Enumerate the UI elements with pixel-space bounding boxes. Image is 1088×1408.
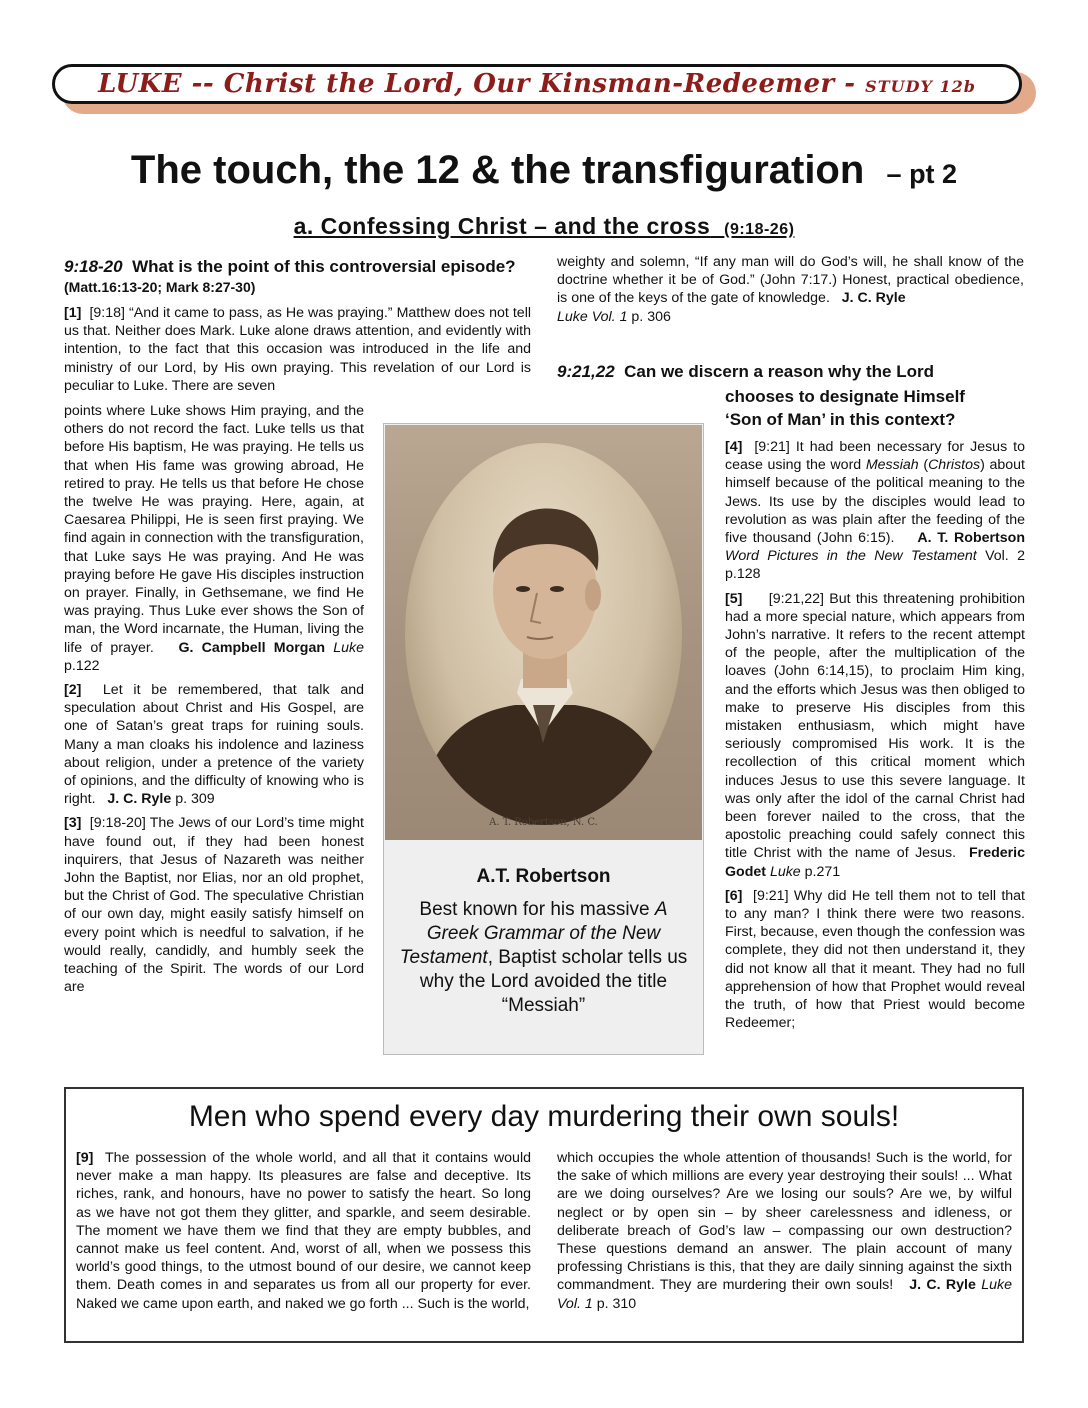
paragraph-3 (64, 814, 364, 996)
left-question-heading (64, 257, 531, 297)
paragraph-1-narrow (64, 402, 364, 675)
page-title (0, 148, 1088, 193)
paragraph-1-wide (64, 304, 531, 395)
paragraph-6-number: [6] (725, 887, 743, 904)
left-question-ref: 9:18-20 (64, 257, 123, 276)
right-question-heading-cont (725, 385, 1025, 431)
paragraph-6-text: [9:21] Why did He tell them not to tell that to any man? I think there were two reasons. First, because, even though the confession was complete, they did not then understand it, they did not know all that it meant. They had no full apprehension of how that Prophet would reveal the truth, of how that Priest would become Redeemer; (725, 887, 1025, 1032)
paragraph-9 (76, 1149, 531, 1313)
portrait-caption-description (395, 898, 692, 1018)
bottom-left-column (76, 1149, 531, 1313)
page-title-text: The touch, the 12 & the transfiguration (130, 148, 865, 192)
portrait-caption-text-a: Best known for his massive (419, 899, 650, 920)
portrait-inscription: A. T. Robertson, N. C. (489, 817, 598, 828)
left-column-narrow (64, 402, 364, 1003)
portrait-caption-text-b: , Baptist scholar tells us why the Lord avoided the title “Messiah” (419, 947, 688, 1016)
paragraph-4-word-messiah: Messiah (865, 457, 919, 474)
paragraph-3-continued (557, 253, 1024, 326)
paragraph-1-page: p.122 (64, 657, 100, 674)
paragraph-1-book: Luke (333, 639, 364, 656)
portrait-photo (385, 425, 702, 840)
paragraph-3-page: p. 306 (631, 308, 671, 325)
right-question-ref: 9:21,22 (557, 362, 615, 381)
paragraph-2-page: p. 309 (175, 791, 215, 808)
series-banner (52, 64, 1022, 104)
paragraph-4-word-christos: Christos (928, 457, 981, 474)
paragraph-9-text-left: The possession of the whole world, and all that it contains would never make a man happy. Its pleasures are false and deceptive. Its riches, rank, and honours, have no power to satisfy the heart. So long as we have not got them they glitter, and sparkle, and seem desirable. The moment we have them we find that they are empty bubbles, and cannot make us feel content. And, worst of all, when we possess this world’s good things, to the utmost bound of our desire, we cannot keep them. Death comes in and separates us from all our property for ever. Naked we came upon earth, and naked we go forth ... Such is the world, (76, 1150, 531, 1312)
paragraph-5-book: Luke (769, 863, 801, 880)
banner-study-label: STUDY 12b (865, 77, 976, 96)
paragraph-9-author: J. C. Ryle (909, 1277, 976, 1294)
banner-title (98, 69, 976, 99)
paragraph-5-number: [5] (725, 590, 743, 607)
right-column-top (557, 253, 1024, 332)
paragraph-9-book: Luke Vol. 1 (557, 1277, 1012, 1312)
bottom-right-column (557, 1149, 1012, 1313)
paragraph-5 (725, 590, 1025, 881)
right-question-line2: chooses to designate Himself (725, 387, 965, 406)
right-question-heading (557, 362, 1027, 382)
paragraph-4-page: Vol. 2 p.128 (725, 548, 1025, 583)
page-title-part: – pt 2 (886, 159, 958, 189)
paragraph-3-number: [3] (64, 815, 82, 832)
right-column-narrow (725, 438, 1025, 1039)
paragraph-1-text-wide: [9:18] “And it came to pass, as He was praying.” Matthew does not tell us that. Neither does Mark. Luke alone draws attention, and evidently with intention, to the fact that this occasion was introduced in the life and ministry of our Lord, by His own praying. This revelation of our Lord is peculiar to Luke. There are seven (64, 305, 531, 394)
banner-title-text: LUKE -- Christ the Lord, Our Kinsman-Redeemer - (98, 69, 866, 99)
paragraph-2-text: Let it be remembered, that talk and speculation about Christ and His Gospel, are one of Satan’s great traps for ruining souls. Many a man cloaks his indolence and laziness about religion, under a pretence of the variety of opinions, and the difficulty of knowing who is right. (64, 682, 365, 808)
paragraph-5-author: Frederic Godet (725, 845, 1025, 880)
paragraph-4-author: A. T. Robertson (917, 530, 1025, 547)
paragraph-5-text: [9:21,22] But this threatening prohibition had a more special nature, which appears from John’s narrative. It refers to the recent attempt of the people, after the multiplication of the loaves (John 6:14,15), to proclaim Him king, and the efforts which Jesus was then obliged to make to preserve His disciples from this mistaken enthusiasm, which might have seriously compromised His work. It is the recollection of this critical moment which induces Jesus to use this severe language. It was only after the idol of the carnal Christ had been forever nailed to the cross, that the apostolic preaching could safely connect this title Christ with the name of Jesus. (725, 590, 1025, 862)
paragraph-1-text-narrow: points where Luke shows Him praying, and the others do not record the fact. Luke tells us that before His baptism, He was praying. He tells us that when His fame was growing abroad, He retired to pray. He tells us that before He chose the twelve He was praying. Here, again, at Caesarea Philippi, He is seen first praying. We find again in connection with the transfiguration, that Luke says He was praying. And He was praying before He gave His disciples instruction on prayer. Finally, in Gethsemane, we find He was praying. Thus Luke ever shows the Son of man, the Word incarnate, the Human, living the life of prayer. (64, 403, 364, 656)
paragraph-4-text-a: [9:21] It had been necessary for Jesus to cease using the word (725, 439, 1025, 474)
left-column-top (64, 257, 531, 395)
paragraph-3-author: J. C. Ryle (841, 290, 906, 307)
portrait-figure (405, 443, 682, 825)
paragraph-2-number: [2] (64, 682, 82, 699)
paragraph-4-number: [4] (725, 439, 743, 455)
paragraph-6 (725, 887, 1025, 1033)
left-question-text: What is the point of this controversial episode? (132, 257, 516, 276)
paragraph-2 (64, 681, 364, 808)
portrait-caption-name: A.T. Robertson (476, 866, 611, 887)
paragraph-1-number: [1] (64, 305, 82, 321)
paragraph-4: [4] [9:21] It had been necessary for Jesus to cease using the word Messiah (Christos) about himself because of the political meaning to the Jews. Its use by the disciples would lead to revolution as was plain after the feeding of the five thousand (John 6:15). A. T. Robertson Word Pictures in the New Testament Vol. 2 p.128 (725, 439, 1025, 583)
left-question-crossref: (Matt.16:13-20; Mark 8:27-30) (64, 279, 256, 295)
right-question-line1: Can we discern a reason why the Lord (624, 362, 934, 381)
bottom-box-title: Men who spend every day murdering their own souls! (188, 1100, 900, 1133)
paragraph-1-author: G. Campbell Morgan (178, 639, 325, 656)
paragraph-3-cont-text: weighty and solemn, “If any man will do God’s will, he shall know of the doctrine whether it be of God.” (John 7:17.) Honest, practical obedience, is one of the keys of the gate of knowledge. (557, 254, 1024, 307)
paragraph-4-text-b: about himself because of the political meaning to the Jews. Its use by the disciples would lead to revolution as was plain after the feeding of the five thousand (John 6:15). (725, 457, 1025, 547)
right-question-line3: ‘Son of Man’ in this context? (725, 410, 956, 429)
section-title-text: a. Confessing Christ – and the cross (293, 213, 711, 239)
portrait-caption-book: A Greek Grammar of the New Testament (399, 899, 668, 968)
paragraph-9-continued (557, 1149, 1012, 1313)
section-title (0, 213, 1088, 240)
paragraph-9-page: p. 310 (596, 1295, 637, 1312)
paragraph-9-text-right: which occupies the whole attention of thousands! Such is the world, for the sake of which millions are every year destroying their souls! ... What are we doing ourselves? Are we losing our souls? Are we, by wilful neglect or by open sin – by sheer carelessness and idleness, or deliberate breach of God’s law – compassing our own destruction? These questions demand an answer. The plain account of many professing Christians is this, that they are daily sinning against the sixth commandment. They are murdering their own souls! (557, 1150, 1012, 1294)
paragraph-3-book: Luke Vol. 1 (557, 308, 628, 325)
paragraph-2-author: J. C. Ryle (107, 791, 172, 808)
paragraph-5-page: p.271 (804, 863, 841, 880)
paragraph-9-number: [9] (76, 1150, 94, 1166)
section-title-ref: (9:18-26) (724, 221, 795, 238)
paragraph-3-text: [9:18-20] The Jews of our Lord’s time might have found out, if they had been honest inquirers, that Jesus of Nazareth was neither John the Baptist, nor Elias, nor an old prophet, but the Christ of God. The speculative Christian of our own day, might easily satisfy himself on every point which is needful to salvation, if he would really, candidly, and humbly seek the teaching of the Spirit. The words of our Lord are (64, 815, 365, 996)
paragraph-4-book: Word Pictures in the New Testament (725, 548, 977, 565)
portrait-oval-frame (405, 443, 682, 825)
